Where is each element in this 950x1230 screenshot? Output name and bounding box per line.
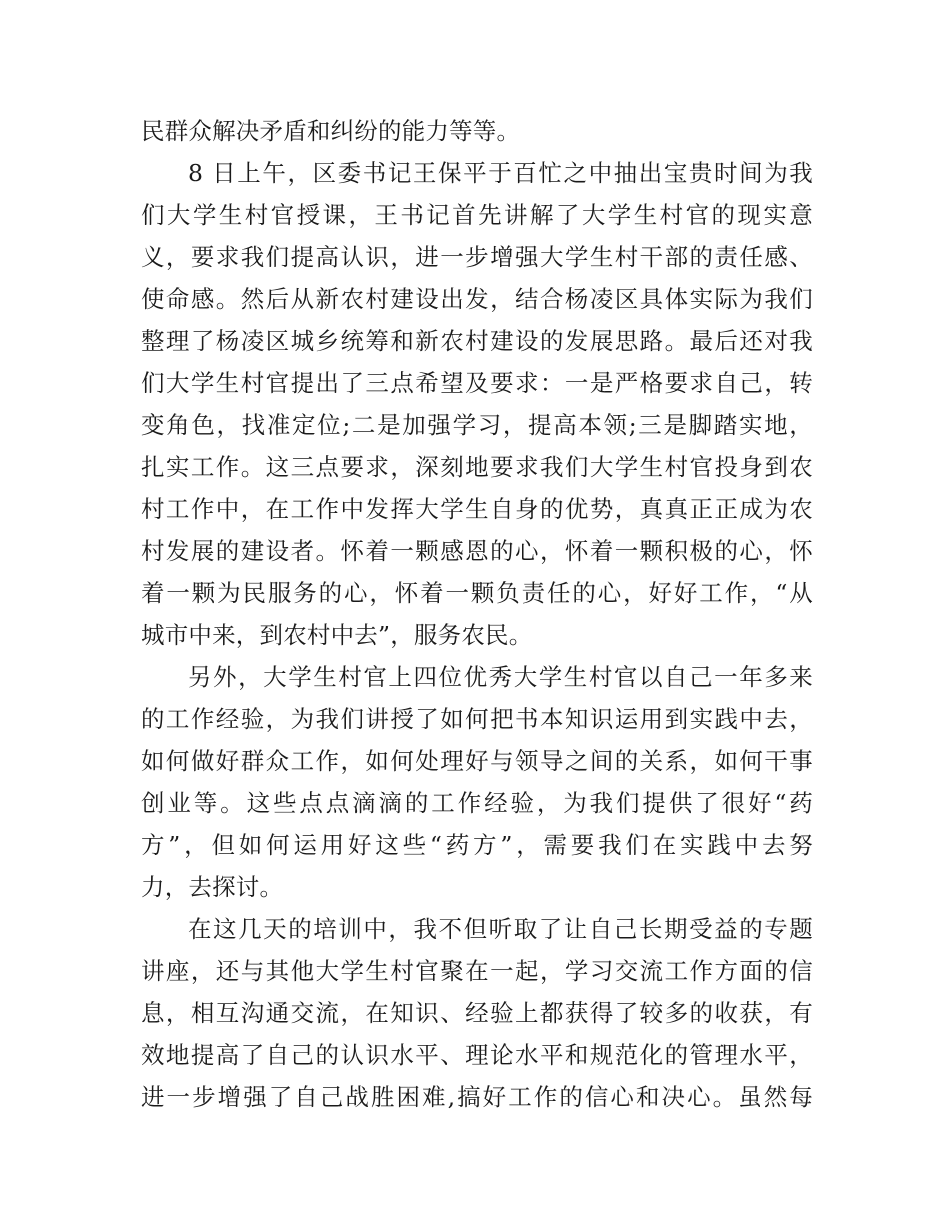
text-line: 方”，但如何运用好这些“药方”，需要我们在实践中去努	[141, 831, 813, 859]
text-line: 扎实工作。这三点要求，深刻地要求我们大学生村官投身到农	[141, 453, 813, 481]
text-line: 们大学生村官授课，王书记首先讲解了大学生村官的现实意	[141, 201, 813, 229]
text-line: 的工作经验，为我们讲授了如何把书本知识运用到实践中去，	[141, 705, 813, 733]
text-line: 效地提高了自己的认识水平、理论水平和规范化的管理水平，	[141, 1041, 813, 1069]
text-line: 民群众解决矛盾和纠纷的能力等等。	[141, 117, 521, 145]
text-line: 如何做好群众工作，如何处理好与领导之间的关系，如何干事	[141, 747, 813, 775]
text-line: 整理了杨凌区城乡统筹和新农村建设的发展思路。最后还对我	[141, 327, 813, 355]
text-line: 们大学生村官提出了三点希望及要求：一是严格要求自己，转	[141, 369, 813, 397]
text-line: 创业等。这些点点滴滴的工作经验，为我们提供了很好“药	[141, 789, 813, 817]
paragraph-first-line: 另外，大学生村官上四位优秀大学生村官以自己一年多来	[188, 663, 813, 691]
text-line: 变角色，找准定位;二是加强学习，提高本领;三是脚踏实地，	[141, 411, 813, 439]
text-line: 义，要求我们提高认识，进一步增强大学生村干部的责任感、	[141, 243, 813, 271]
text-line: 着一颗为民服务的心，怀着一颗负责任的心，好好工作，“从	[141, 579, 813, 607]
text-line: 进一步增强了自己战胜困难,搞好工作的信心和决心。虽然每	[141, 1083, 813, 1111]
text-line: 力，去探讨。	[141, 873, 284, 901]
text-line: 息，相互沟通交流，在知识、经验上都获得了较多的收获，有	[141, 999, 813, 1027]
text-line: 村工作中，在工作中发挥大学生自身的优势，真真正正成为农	[141, 495, 813, 523]
text-line: 城市中来，到农村中去”，服务农民。	[141, 621, 533, 649]
paragraph-first-line: 8 日上午，区委书记王保平于百忙之中抽出宝贵时间为我	[188, 159, 813, 187]
text-line: 讲座，还与其他大学生村官聚在一起，学习交流工作方面的信	[141, 957, 813, 985]
body-text	[141, 110, 813, 1118]
text-line: 村发展的建设者。怀着一颗感恩的心，怀着一颗积极的心，怀	[141, 537, 813, 565]
paragraph-first-line: 在这几天的培训中，我不但听取了让自己长期受益的专题	[188, 915, 813, 943]
text-line: 使命感。然后从新农村建设出发，结合杨凌区具体实际为我们	[141, 285, 813, 313]
